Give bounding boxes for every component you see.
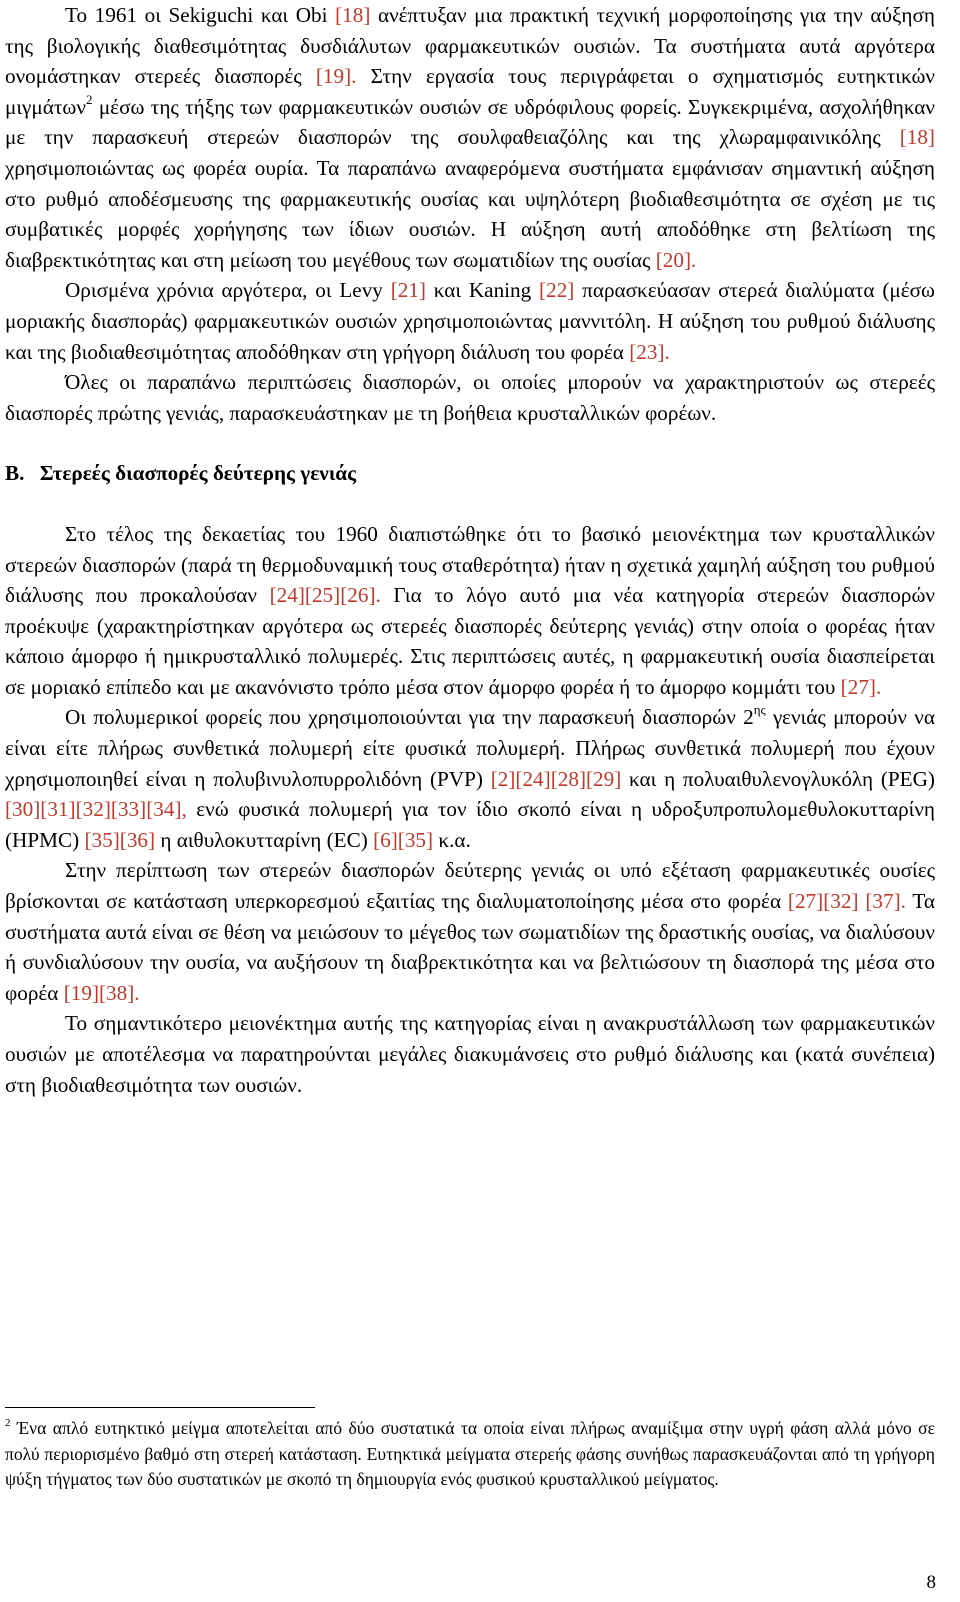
citation-reference: [23]. [629,339,670,364]
section-heading-title: Στερεές διασπορές δεύτερης γενιάς [39,461,357,486]
paragraph [5,702,935,855]
footnote-marker: 2 [5,1417,11,1430]
citation-reference: [18] [335,3,371,27]
paragraph-text: Τα συστήματα αυτά είναι σε θέση να μειώσουν το μέγεθος των σωματιδίων της δραστικής ουσίας, να διαλύσουν ή συνδιαλύσουν την ουσία, να αυξήσουν τη διαβρεκτικότητα και να βελτιώσουν τη διασπορά της μέσα στο φορέα [5,889,935,1005]
paragraph-text: Οι πολυμερικοί φορείς που χρησιμοποιούνται για την παρασκευή διασπορών 2 [65,705,754,730]
paragraph-text: ενώ φυσικά πολυμερή για τον ίδιο σκοπό είναι η υδροξυπροπυλομεθυλοκυτταρίνη (HPMC) [5,797,935,852]
paragraph-text: η αιθυλοκυτταρίνη (EC) [155,827,374,852]
section-second-generation [5,519,935,1100]
section-heading [5,458,935,489]
paragraph-text: Στην εργασία τους περιγράφεται ο σχηματισμός ευτηκτικών μιγμάτων [5,64,935,119]
citation-reference: [27][32] [37]. [787,889,906,914]
paragraph-text: και Kaning [426,278,540,303]
citation-reference: [27]. [840,674,882,699]
citation-reference: [24][25][26]. [269,583,381,608]
paragraph [5,0,935,275]
footnote-separator [5,1407,315,1408]
citation-reference: [30][31][32][33][34], [5,797,187,822]
section-first-generation [5,0,935,428]
paragraph-text: Στο τέλος της δεκαετίας του 1960 διαπιστώθηκε ότι το βασικό μειονέκτημα των κρυσταλλικών στερεών διασπορών (παρά τη θερμοδυναμική τους σταθερότητα) ήταν η σχετικά χαμηλή αύξηση του ρυθμού διάλυσης που προκαλούσαν [5,521,935,608]
citation-reference: [19][38]. [63,980,140,1005]
superscript: 2 [85,91,93,107]
citation-reference: [6][35] [373,827,434,852]
footnote-text: Ένα απλό ευτηκτικό μείγμα αποτελείται από δύο συστατικά τα οποία είναι πλήρως αναμίξιμα στην υγρή φάση αλλά μόνο σε πολύ περιορισμένο βαθμό στη στερεή κατάσταση. Ευτηκτικά μείγματα στερεής φάσης συνήθως παρασκευάζονται από τη γρήγορη ψύξη τήγματος των δύο συστατικών με σκοπό τη δημιουργία ενός φυσικού κρυσταλλικού μείγματος. [5,1418,935,1490]
citation-reference: [22] [539,278,575,303]
paragraph-text: Για το λόγο αυτό μια νέα κατηγορία στερεών διασπορών προέκυψε (χαρακτηρίστηκαν αργότερα ως στερεές διασπορές δεύτερης γενιάς) στην οποία ο φορέας ήταν κάποιο άμορφο ή ημικρυσταλλικό πολυμερές. Στις περιπτώσεις αυτές, η φαρμακευτική ουσία διασπείρεται σε μοριακό επίπεδο και με ακανόνιστο τρόπο μέσα στον άμορφο φορέα ή το άμορφο κομμάτι του [5,583,935,699]
paragraph-text: Το σημαντικότερο μειονέκτημα αυτής της κατηγορίας είναι η ανακρυστάλλωση των φαρμακευτικών ουσιών με αποτέλεσμα να παρατηρούνται μεγάλες διακυμάνσεις στο ρυθμό διάλυσης και (κατά συνέπεια) στη βιοδιαθεσιμότητα των ουσιών. [5,1011,935,1097]
paragraph [5,855,935,1008]
paragraph [5,1008,935,1100]
superscript: ης [753,702,766,718]
paragraph [5,519,935,703]
paragraph-text: Ορισμένα χρόνια αργότερα, οι Levy [65,278,391,303]
citation-reference: [21] [390,278,426,303]
paragraph-text: Στην περίπτωση των στερεών διασπορών δεύτερης γενιάς οι υπό εξέταση φαρμακευτικές ουσίες βρίσκονται σε κατάσταση υπερκορεσμού εξαιτίας της διαλυματοποίησης μέσα στο φορέα [5,858,935,914]
paragraph-text: ανέπτυξαν μια πρακτική τεχνική μορφοποίησης για την αύξηση της βιολογικής διαθεσιμότητας δυσδιάλυτων φαρμακευτικών ουσιών. Τα συστήματα αυτά αργότερα ονομάστηκαν στερεές διασπορές [5,3,935,89]
citation-reference: [20]. [655,247,697,272]
citation-reference: [35][36] [84,827,156,852]
paragraph-text: κ.α. [433,827,471,852]
paragraph-text: μέσω της τήξης των φαρμακευτικών ουσιών σε υδρόφιλους φορείς. Συγκεκριμένα, ασχολήθηκαν με την παρασκευή στερεών διασπορών της σουλφαθειαζόλης και της χλωραμφαινικόλης [5,94,935,150]
page-number: 8 [926,1572,936,1593]
document-page [5,0,935,1100]
paragraph-text: γενιάς μπορούν να είναι είτε πλήρως συνθετικά πολυμερή είτε φυσικά πολυμερή. Πλήρως συνθετικά πολυμερή που έχουν χρησιμοποιηθεί είναι η πολυβινυλοπυρρολιδόνη (PVP) [5,705,935,791]
citation-reference: [19]. [315,64,357,89]
section-heading-label: Β. [5,461,25,486]
paragraph-text: χρησιμοποιώντας ως φορέα ουρία. Τα παραπάνω αναφερόμενα συστήματα εμφάνισαν σημαντική αύξηση στο ρυθμό αποδέσμευσης της φαρμακευτικής ουσίας και υψηλότερη βιοδιαθεσιμότητα σε σχέση με τις συμβατικές μορφές χορήγησης των ίδιων ουσιών. Η αύξηση αυτή αποδόθηκε στη βελτίωση της διαβρεκτικότητας και στη μείωση του μεγέθους των σωματιδίων της ουσίας [5,155,935,272]
paragraph [5,275,935,367]
paragraph-text: Το 1961 οι Sekiguchi και Obi [65,3,336,27]
citation-reference: [2][24][28][29] [490,766,622,791]
paragraph-text: Όλες οι παραπάνω περιπτώσεις διασπορών, οι οποίες μπορούν να χαρακτηριστούν ως στερεές διασπορές πρώτης γενιάς, παρασκευάστηκαν με τη βοήθεια κρυσταλλικών φορέων. [5,370,935,425]
citation-reference: [18] [899,125,935,150]
paragraph-text: παρασκεύασαν στερεά διαλύματα (μέσω μοριακής διασποράς) φαρμακευτικών ουσιών χρησιμοποιώντας μαννιτόλη. Η αύξηση του ρυθμού διάλυσης και της βιοδιαθεσιμότητας αποδόθηκαν στη γρήγορη διάλυση του φορέα [5,278,936,364]
paragraph-text: και η πολυαιθυλενογλυκόλη (PEG) [621,766,935,791]
footnote [5,1416,935,1493]
paragraph [5,367,935,428]
